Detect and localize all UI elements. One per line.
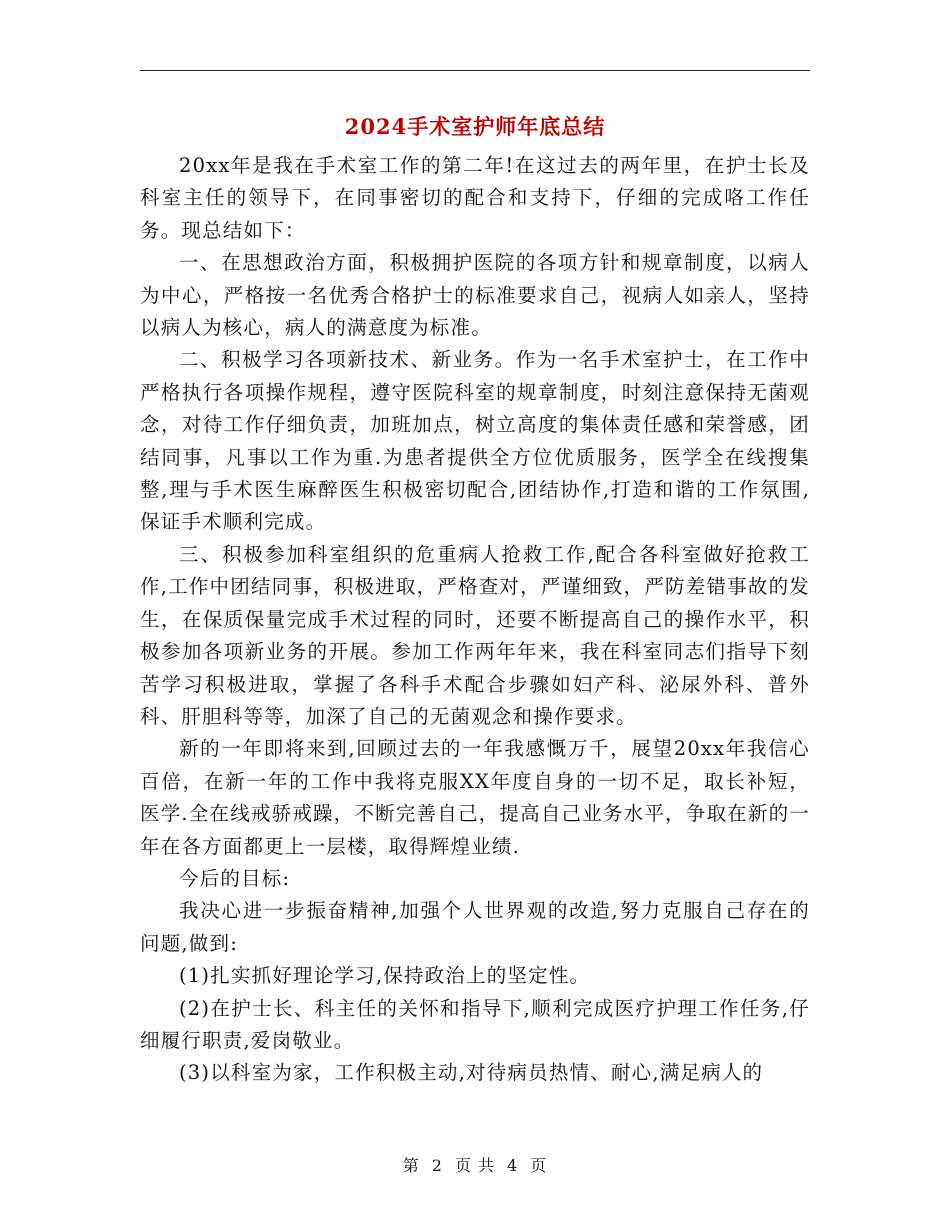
paragraph: 一、在思想政治方面，积极拥护医院的各项方针和规章制度，以病人为中心，严格按一名优秀合格护士的标准要求自己，视病人如亲人，坚持以病人为核心，病人的满意度为标准。 bbox=[140, 251, 810, 340]
paragraph: 二、积极学习各项新技术、新业务。作为一名手术室护士，在工作中严格执行各项操作规程，遵守医院科室的规章制度，时刻注意保持无菌观念，对待工作仔细负责，加班加点，树立高度的集体责任感和荣誉感，团结同事，凡事以工作为重.为患者提供全方位优质服务，医学全在线搜集整,理与手术医生麻醉医生积极密切配合,团结协作,打造和谐的工作氛围,保证手术顺利完成。 bbox=[140, 348, 810, 534]
paragraph: (1)扎实抓好理论学习,保持政治上的坚定性。 bbox=[179, 964, 591, 988]
paragraph: (3)以科室为家，工作积极主动,对待病员热情、耐心,满足病人的 bbox=[179, 1061, 764, 1085]
paragraph: 20xx年是我在手术室工作的第二年!在这过去的两年里，在护士长及科室主任的领导下，在同事密切的配合和支持下，仔细的完成咯工作任务。现总结如下： bbox=[140, 154, 810, 242]
paragraph: 三、积极参加科室组织的危重病人抢救工作,配合各科室做好抢救工作,工作中团结同事，积极进取，严格查对，严谨细致，严防差错事故的发生，在保质保量完成手术过程的同时，还要不断提高自己的操作水平，积极参加各项新业务的开展。参加工作两年年来，我在科室同志们指导下刻苦学习积极进取，掌握了各科手术配合步骤如妇产科、泌尿外科、普外科、肝胆科等等，加深了自己的无菌观念和操作要求。 bbox=[140, 542, 810, 728]
footer-prefix: 第 bbox=[402, 1156, 420, 1175]
header-rule bbox=[140, 70, 810, 71]
footer-page-number: 2 bbox=[431, 1156, 443, 1175]
paragraph: (2)在护士长、科主任的关怀和指导下,顺利完成医疗护理工作任务,仔细履行职责,爱岗敬业。 bbox=[140, 996, 810, 1052]
footer-suffix: 页 bbox=[530, 1156, 548, 1175]
paragraph: 新的一年即将来到,回顾过去的一年我感慨万千，展望20xx年我信心百倍，在新一年的工作中我将克服XX年度自身的一切不足，取长补短，医学.全在线戒骄戒躁，不断完善自己，提高自己业务水平，争取在新的一年在各方面都更上一层楼，取得辉煌业绩. bbox=[140, 737, 810, 858]
document-body bbox=[140, 150, 810, 1090]
footer-total-pages: 4 bbox=[507, 1156, 519, 1175]
page-footer bbox=[140, 1153, 810, 1176]
footer-middle: 页 共 bbox=[454, 1156, 496, 1175]
document-title: 2024手术室护师年底总结 bbox=[344, 114, 606, 139]
paragraph: 我决心进一步振奋精神,加强个人世界观的改造,努力克服自己存在的问题,做到: bbox=[140, 899, 810, 955]
paragraph: 今后的目标: bbox=[179, 866, 291, 890]
